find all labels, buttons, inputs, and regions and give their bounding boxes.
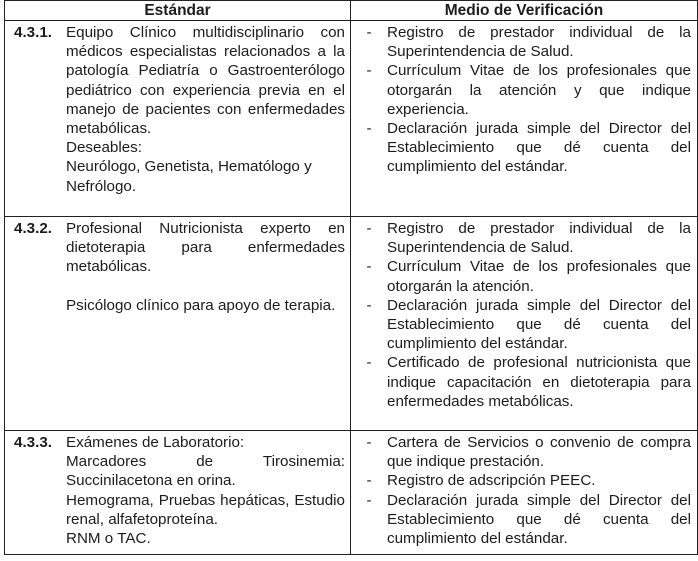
standard-text: Equipo Clínico multidisciplinario con médicos especialistas relacionados a la patología Pediatría o Gastroenterólogo pediátrico con experiencia previa en el manejo de pacientes con enfermedades metabólicas. bbox=[66, 24, 345, 138]
bullet-dash: - bbox=[366, 62, 372, 80]
bullet-dash: - bbox=[366, 24, 372, 41]
bullet-dash: - bbox=[366, 472, 372, 490]
standard-text: Deseables: bbox=[66, 139, 142, 157]
list-item bbox=[351, 219, 691, 257]
standard-cell bbox=[5, 217, 351, 431]
verification-text: Declaración jurada simple del Director del Establecimiento que dé cuenta del cumplimiento del estándar. bbox=[387, 491, 691, 548]
verification-text: Certificado de profesional nutricionista que indique capacitación en dietoterapia para enfermedades metabólicas. bbox=[387, 354, 691, 410]
verification-text: Cartera de Servicios o convenio de compra que indique prestación. bbox=[387, 434, 691, 471]
table-row bbox=[5, 431, 698, 555]
list-item bbox=[351, 23, 691, 61]
standard-text: Neurólogo, Genetista, Hematólogo y Nefrólogo. bbox=[66, 158, 312, 195]
standard-text: Hemograma, Pruebas hepáticas, Estudio renal, alfafetoproteína. bbox=[66, 491, 345, 528]
verification-cell bbox=[351, 21, 698, 217]
verification-text: Registro de prestador individual de la Superintendencia de Salud. bbox=[387, 24, 691, 61]
bullet-dash: - bbox=[366, 491, 372, 509]
verification-text: Declaración jurada simple del Director del Establecimiento que dé cuenta del cumplimiento del estándar. bbox=[387, 120, 691, 176]
bullet-dash: - bbox=[366, 120, 372, 138]
list-item bbox=[351, 433, 691, 471]
list-item bbox=[351, 471, 691, 490]
verification-text: Registro de prestador individual de la Superintendencia de Salud. bbox=[387, 220, 691, 257]
list-item bbox=[351, 491, 691, 549]
bullet-dash: - bbox=[366, 258, 372, 276]
standard-text: Marcadores de Tirosinemia: Succinilacetona en orina. bbox=[66, 453, 345, 490]
bullet-dash: - bbox=[366, 434, 372, 451]
verification-cell bbox=[351, 431, 698, 555]
standard-text: Exámenes de Laboratorio: bbox=[66, 434, 245, 451]
verification-text: Registro de adscripción PEEC. bbox=[387, 472, 596, 490]
standard-text: Profesional Nutricionista experto en dietoterapia para enfermedades metabólicas. bbox=[66, 220, 345, 276]
header-estandar: Estándar bbox=[5, 1, 351, 21]
bullet-dash: - bbox=[366, 220, 372, 237]
verification-text: Declaración jurada simple del Director del Establecimiento que dé cuenta del cumplimiento del estándar. bbox=[387, 296, 691, 353]
standard-number: 4.3.2. bbox=[14, 220, 52, 237]
list-item bbox=[351, 119, 691, 177]
header-verificacion: Medio de Verificación bbox=[351, 1, 698, 21]
verification-text: Currículum Vitae de los profesionales que otorgarán la atención. bbox=[387, 258, 691, 295]
header-row bbox=[5, 1, 698, 21]
standard-cell bbox=[5, 431, 351, 555]
standard-text: RNM o TAC. bbox=[66, 530, 151, 548]
list-item bbox=[351, 353, 691, 411]
standard-number: 4.3.3. bbox=[14, 434, 52, 451]
standard-cell bbox=[5, 21, 351, 217]
table-row bbox=[5, 217, 698, 431]
list-item bbox=[351, 296, 691, 354]
list-item bbox=[351, 257, 691, 295]
table-row bbox=[5, 21, 698, 217]
verification-cell bbox=[351, 217, 698, 431]
standard-text: Psicólogo clínico para apoyo de terapia. bbox=[66, 296, 336, 314]
standards-table bbox=[4, 0, 698, 555]
paragraph-gap bbox=[66, 277, 345, 296]
list-item bbox=[351, 61, 691, 119]
verification-text: Currículum Vitae de los profesionales que otorgarán la atención y que indique experiencia. bbox=[387, 62, 691, 118]
standard-number: 4.3.1. bbox=[14, 24, 52, 41]
bullet-dash: - bbox=[366, 296, 372, 314]
bullet-dash: - bbox=[366, 354, 372, 372]
